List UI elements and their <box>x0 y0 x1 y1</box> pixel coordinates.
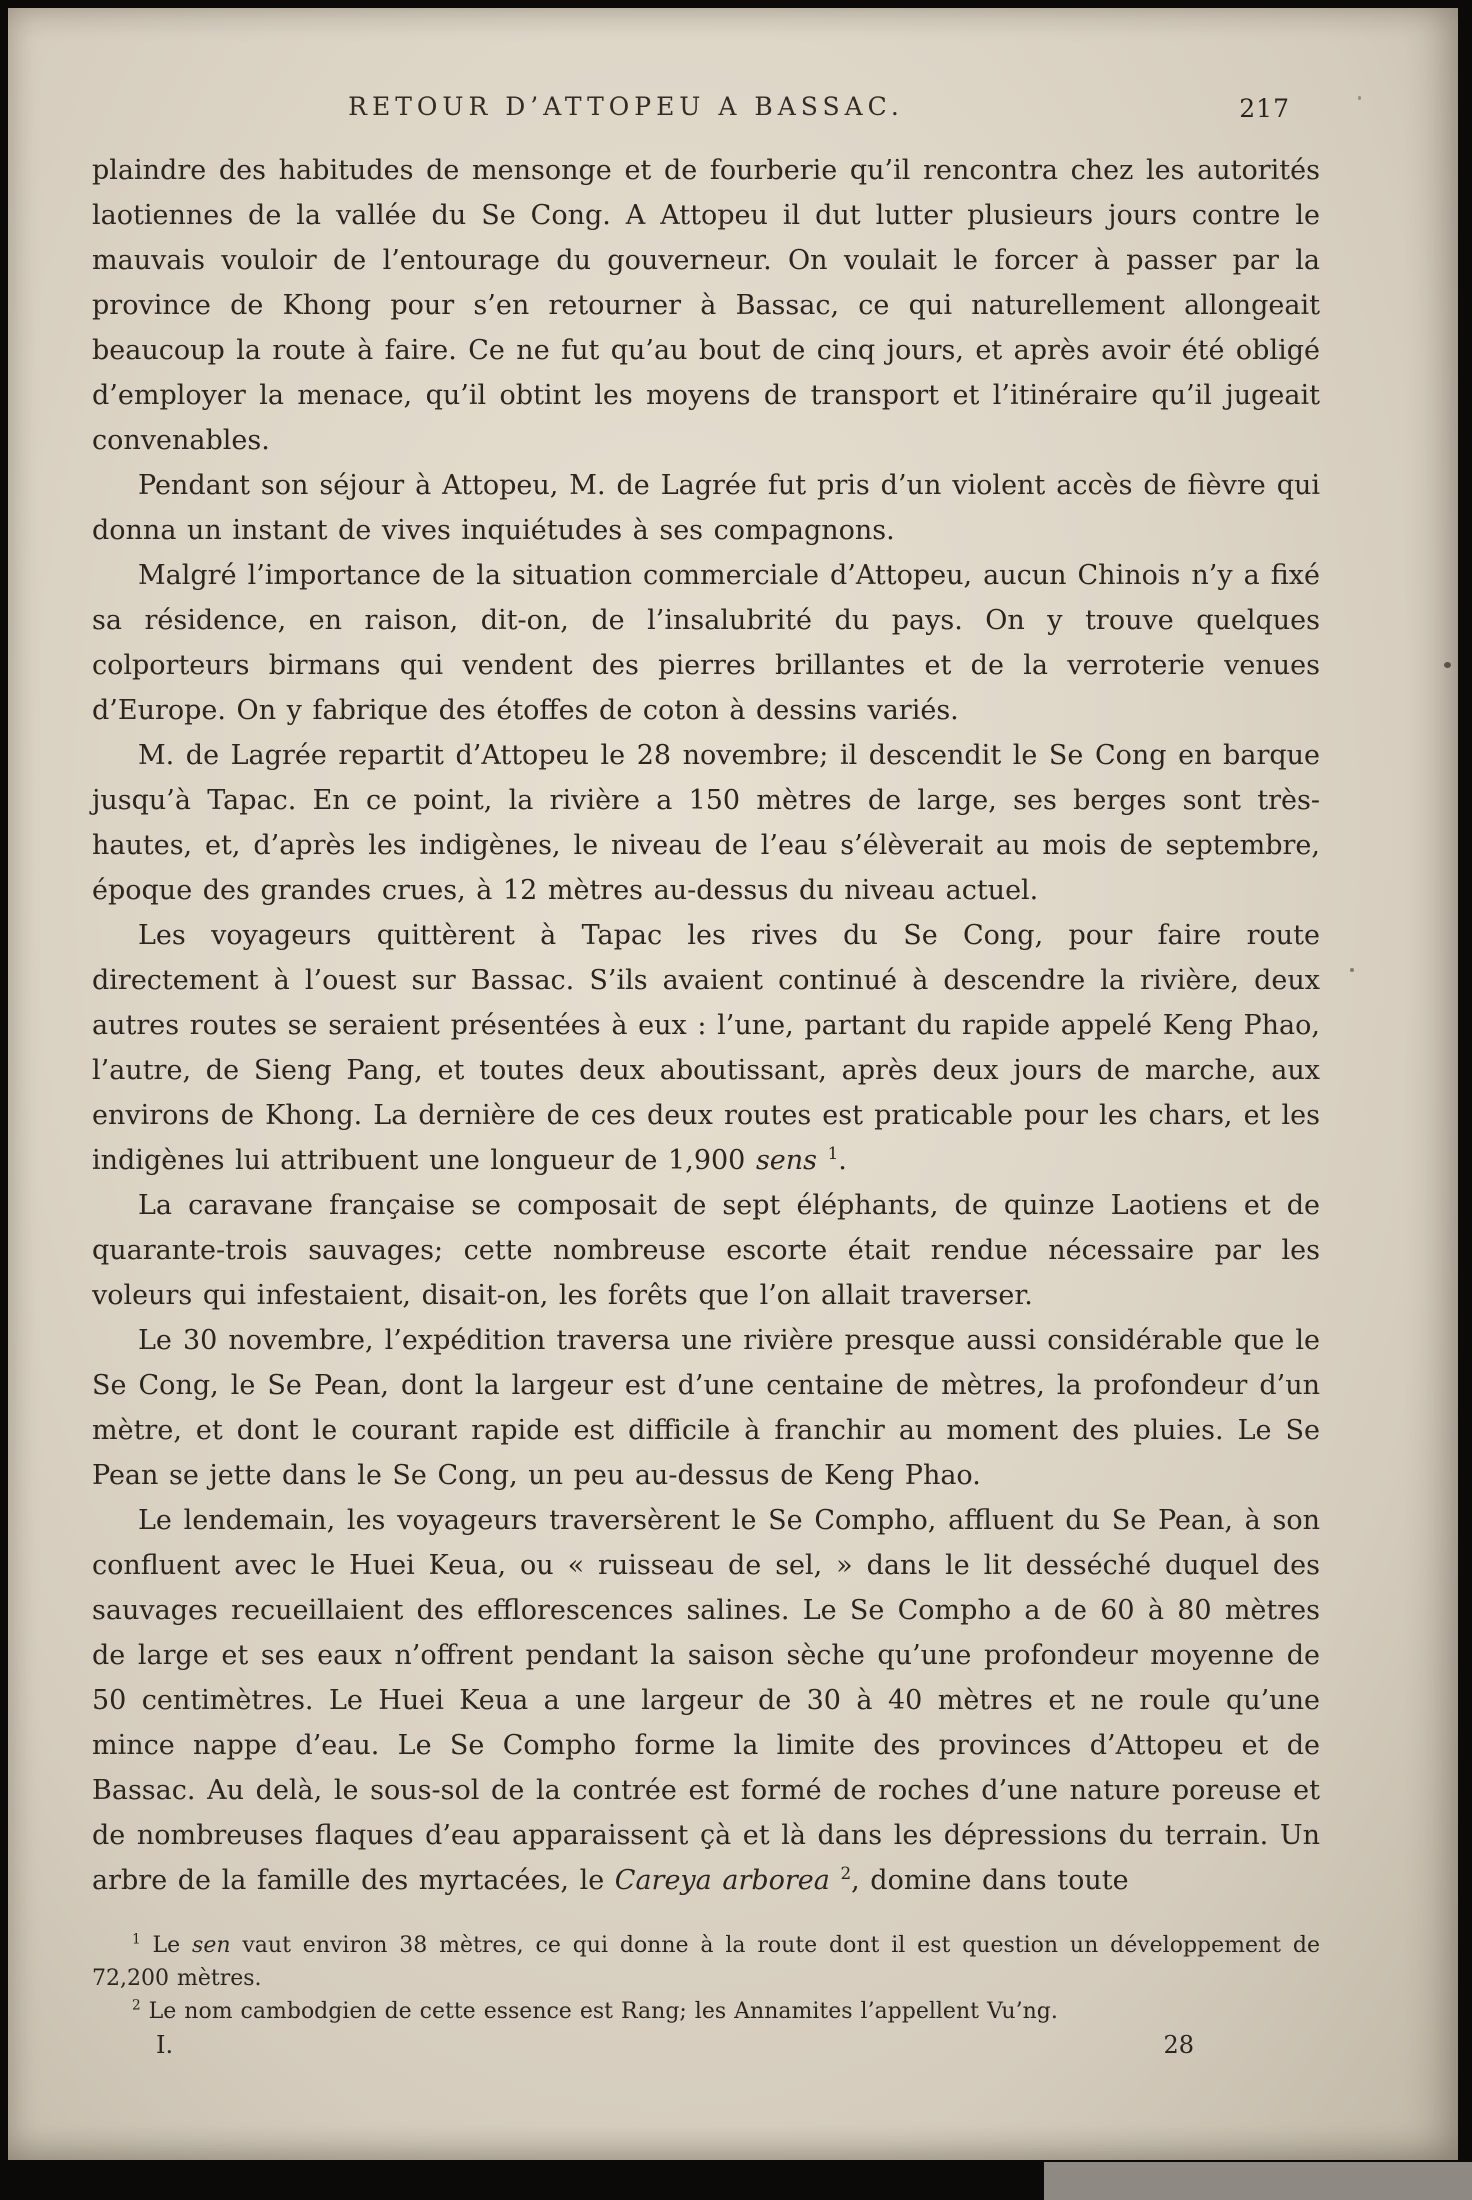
paper-page <box>8 8 1458 2160</box>
signature-mark: I. <box>156 2031 174 2059</box>
footnote: $^2$ Le nom cambodgien de cette essence est Rang; les Annamites l’appellent Vu’ng. <box>132 1997 1058 2024</box>
paragraph: M. de Lagrée repartit d’Attopeu le 28 novembre; il descendit le Se Cong en barque jusqu’à Tapac. En ce point, la rivière a 150 mètres de large, ses berges sont très-hautes, et, d’après les indigènes, le niveau de l’eau s’élèverait au mois de septembre, époque des grandes crues, à 12 mètres au-dessus du niveau actuel. <box>92 740 1320 906</box>
paragraph: Les voyageurs quittèrent à Tapac les rives du Se Cong, pour faire route directement à l’ouest sur Bassac. S’ils avaient continué à descendre la rivière, deux autres routes se seraient présentées à eux : l’une, partant du rapide appelé Keng Phao, l’autre, de Sieng Pang, et toutes deux aboutissant, après deux jours de marche, aux environs de Khong. La dernière de ces deux routes est praticable pour les chars, et les indigènes lui attribuent une longueur de 1,900 sens $^1$. <box>92 920 1320 1176</box>
footnote-marker: 2 <box>132 1997 141 2014</box>
page-header <box>92 92 1320 136</box>
page-number: 217 <box>1239 94 1290 123</box>
sheet-number: 28 <box>1163 2031 1194 2059</box>
footnotes <box>92 1929 1320 2028</box>
paragraph: plaindre des habitudes de mensonge et de fourberie qu’il rencontra chez les autorités laotiennes de la vallée du Se Cong. A Attopeu il dut lutter plusieurs jours contre le mauvais vouloir de l’entourage du gouverneur. On voulait le forcer à passer par la province de Khong pour s’en retourner à Bassac, ce qui naturellement allongeait beaucoup la route à faire. Ce ne fut qu’au bout de cinq jours, et après avoir été obligé d’employer la menace, qu’il obtint les moyens de transport et l’itinéraire qu’il jugeait convenables. <box>92 155 1320 456</box>
footnote-marker: 1 <box>132 1931 141 1948</box>
scan-speck <box>1358 96 1361 100</box>
footnote: $^1$ Le sen vaut environ 38 mètres, ce qui donne à la route dont il est question un développement de 72,200 mètres. <box>92 1931 1320 1991</box>
scan-speck <box>1350 968 1354 972</box>
paragraph: Malgré l’importance de la situation commerciale d’Attopeu, aucun Chinois n’y a fixé sa résidence, en raison, dit-on, de l’insalubrité du pays. On y trouve quelques colporteurs birmans qui vendent des pierres brillantes et de la verroterie venues d’Europe. On y fabrique des étoffes de coton à dessins variés. <box>92 560 1320 726</box>
scan-speck <box>1444 662 1451 668</box>
paragraph: La caravane française se composait de sept éléphants, de quinze Laotiens et de quarante-trois sauvages; cette nombreuse escorte était rendue nécessaire par les voleurs qui infestaient, disait-on, les forêts que l’on allait traverser. <box>92 1190 1320 1311</box>
paragraph: Pendant son séjour à Attopeu, M. de Lagrée fut pris d’un violent accès de fièvre qui donna un instant de vives inquiétudes à ses compagnons. <box>92 470 1320 546</box>
body-text <box>92 148 1320 1903</box>
paragraph: Le lendemain, les voyageurs traversèrent le Se Compho, affluent du Se Pean, à son confluent avec le Huei Keua, ou « ruisseau de sel, » dans le lit desséché duquel des sauvages recueillaient des efflorescences salines. Le Se Compho a de 60 à 80 mètres de large et ses eaux n’offrent pendant la saison sèche qu’une profondeur moyenne de 50 centimètres. Le Huei Keua a une largeur de 30 à 40 mètres et ne roule qu’une mince nappe d’eau. Le Se Compho forme la limite des provinces d’Attopeu et de Bassac. Au delà, le sous-sol de la contrée est formé de roches d’une nature poreuse et de nombreuses flaques d’eau apparaissent çà et là dans les dépressions du terrain. Un arbre de la famille des myrtacées, le Careya arborea $^2$, domine dans toute <box>92 1505 1320 1896</box>
page-content <box>92 92 1320 2059</box>
page-footer <box>92 2028 1320 2059</box>
running-head: RETOUR D’ATTOPEU A BASSAC. <box>348 92 904 121</box>
scan-edge-artifact <box>1044 2162 1472 2200</box>
paragraph: Le 30 novembre, l’expédition traversa une rivière presque aussi considérable que le Se Cong, le Se Pean, dont la largeur est d’une centaine de mètres, la profondeur d’un mètre, et dont le courant rapide est difficile à franchir au moment des pluies. Le Se Pean se jette dans le Se Cong, un peu au-dessus de Keng Phao. <box>92 1325 1320 1491</box>
